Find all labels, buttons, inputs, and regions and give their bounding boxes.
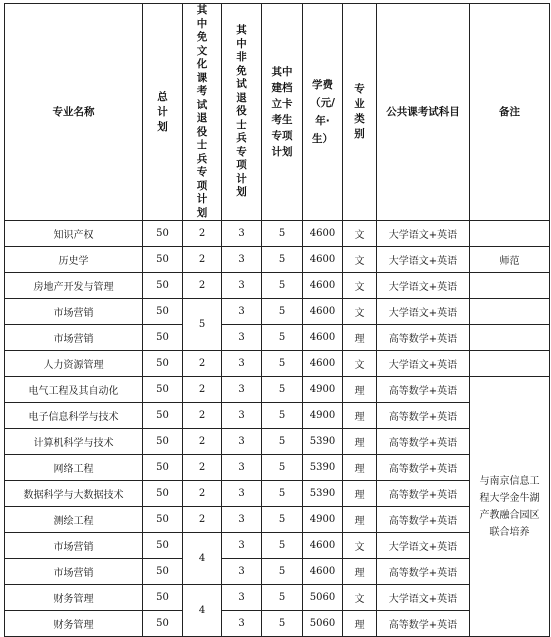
- fee-cell: 5390: [303, 429, 343, 455]
- card-cell: 5: [262, 507, 303, 533]
- card-cell: 5: [262, 351, 303, 377]
- table-row: [5, 351, 550, 377]
- total-cell: 50: [143, 377, 183, 403]
- major-cell: 市场营销: [5, 299, 143, 325]
- exempt-cell: 4: [183, 533, 222, 585]
- category-cell: 文: [343, 299, 377, 325]
- fee-cell: 4600: [303, 351, 343, 377]
- group-remark-cell: 与南京信息工程大学金牛湖产教融合园区联合培养: [470, 377, 550, 637]
- non-exempt-cell: 3: [222, 221, 262, 247]
- major-cell: 电子信息科学与技术: [5, 403, 143, 429]
- header-category: 专业类别: [343, 4, 377, 221]
- card-cell: 5: [262, 455, 303, 481]
- remark-cell: [470, 299, 550, 325]
- exempt-cell: 4: [183, 585, 222, 637]
- subjects-cell: 大学语文+英语: [377, 273, 470, 299]
- fee-cell: 4900: [303, 403, 343, 429]
- total-cell: 50: [143, 533, 183, 559]
- total-cell: 50: [143, 247, 183, 273]
- header-total: 总计划: [143, 4, 183, 221]
- category-cell: 理: [343, 455, 377, 481]
- non-exempt-cell: 3: [222, 325, 262, 351]
- card-cell: 5: [262, 377, 303, 403]
- category-cell: 文: [343, 533, 377, 559]
- total-cell: 50: [143, 481, 183, 507]
- subjects-cell: 大学语文+英语: [377, 221, 470, 247]
- fee-cell: 4600: [303, 221, 343, 247]
- table-row: [5, 585, 550, 611]
- table-row: [5, 377, 550, 403]
- non-exempt-cell: 3: [222, 299, 262, 325]
- subjects-cell: 大学语文+英语: [377, 585, 470, 611]
- card-cell: 5: [262, 299, 303, 325]
- table-row: [5, 455, 550, 481]
- exempt-cell: 2: [183, 377, 222, 403]
- exempt-cell: 2: [183, 351, 222, 377]
- major-cell: 知识产权: [5, 221, 143, 247]
- table-row: [5, 325, 550, 351]
- subjects-cell: 高等数学+英语: [377, 559, 470, 585]
- table-row: [5, 273, 550, 299]
- major-cell: 市场营销: [5, 559, 143, 585]
- card-cell: 5: [262, 221, 303, 247]
- major-cell: 历史学: [5, 247, 143, 273]
- header-non-exempt-plan: 其中非免试退役士兵专项计划: [222, 4, 262, 221]
- remark-cell: 师范: [470, 247, 550, 273]
- category-cell: 文: [343, 273, 377, 299]
- table-row: [5, 403, 550, 429]
- card-cell: 5: [262, 403, 303, 429]
- major-cell: 市场营销: [5, 325, 143, 351]
- fee-cell: 4900: [303, 507, 343, 533]
- exempt-cell: 2: [183, 221, 222, 247]
- non-exempt-cell: 3: [222, 507, 262, 533]
- category-cell: 理: [343, 377, 377, 403]
- non-exempt-cell: 3: [222, 403, 262, 429]
- exempt-cell: 2: [183, 247, 222, 273]
- table-row: [5, 299, 550, 325]
- remark-cell: [470, 351, 550, 377]
- exempt-cell: 5: [183, 299, 222, 351]
- remark-cell: [470, 221, 550, 247]
- exempt-cell: 2: [183, 403, 222, 429]
- major-cell: 财务管理: [5, 611, 143, 637]
- total-cell: 50: [143, 403, 183, 429]
- header-card-plan: 其中建档立卡考生专项计划: [262, 4, 303, 221]
- remark-cell: [470, 325, 550, 351]
- total-cell: 50: [143, 299, 183, 325]
- major-cell: 电气工程及其自动化: [5, 377, 143, 403]
- category-cell: 理: [343, 611, 377, 637]
- non-exempt-cell: 3: [222, 611, 262, 637]
- exempt-cell: 2: [183, 481, 222, 507]
- exempt-cell: 2: [183, 273, 222, 299]
- subjects-cell: 高等数学+英语: [377, 611, 470, 637]
- major-cell: 人力资源管理: [5, 351, 143, 377]
- exempt-cell: 2: [183, 429, 222, 455]
- subjects-cell: 高等数学+英语: [377, 429, 470, 455]
- non-exempt-cell: 3: [222, 377, 262, 403]
- fee-cell: 5390: [303, 455, 343, 481]
- total-cell: 50: [143, 325, 183, 351]
- table-row: [5, 481, 550, 507]
- fee-cell: 4600: [303, 533, 343, 559]
- major-cell: 市场营销: [5, 533, 143, 559]
- card-cell: 5: [262, 247, 303, 273]
- table-row: [5, 429, 550, 455]
- major-cell: 计算机科学与技术: [5, 429, 143, 455]
- subjects-cell: 大学语文+英语: [377, 351, 470, 377]
- admissions-plan-table: [4, 3, 550, 637]
- category-cell: 文: [343, 351, 377, 377]
- remark-cell: [470, 273, 550, 299]
- total-cell: 50: [143, 585, 183, 611]
- table-row: [5, 533, 550, 559]
- category-cell: 文: [343, 247, 377, 273]
- card-cell: 5: [262, 273, 303, 299]
- subjects-cell: 高等数学+英语: [377, 325, 470, 351]
- major-cell: 网络工程: [5, 455, 143, 481]
- category-cell: 理: [343, 403, 377, 429]
- non-exempt-cell: 3: [222, 481, 262, 507]
- header-row: [5, 4, 550, 221]
- exempt-cell: 2: [183, 507, 222, 533]
- category-cell: 理: [343, 481, 377, 507]
- subjects-cell: 高等数学+英语: [377, 377, 470, 403]
- fee-cell: 4600: [303, 299, 343, 325]
- card-cell: 5: [262, 559, 303, 585]
- table-row: [5, 611, 550, 637]
- major-cell: 测绘工程: [5, 507, 143, 533]
- fee-cell: 5060: [303, 585, 343, 611]
- card-cell: 5: [262, 481, 303, 507]
- header-remark: 备注: [470, 4, 550, 221]
- total-cell: 50: [143, 273, 183, 299]
- category-cell: 理: [343, 325, 377, 351]
- card-cell: 5: [262, 611, 303, 637]
- header-major: 专业名称: [5, 4, 143, 221]
- total-cell: 50: [143, 507, 183, 533]
- table-row: [5, 559, 550, 585]
- category-cell: 理: [343, 429, 377, 455]
- total-cell: 50: [143, 351, 183, 377]
- non-exempt-cell: 3: [222, 351, 262, 377]
- table-row: [5, 507, 550, 533]
- non-exempt-cell: 3: [222, 585, 262, 611]
- fee-cell: 5060: [303, 611, 343, 637]
- header-exempt-plan: 其中免文化课考试退役士兵专项计划: [183, 4, 222, 221]
- fee-cell: 5390: [303, 481, 343, 507]
- non-exempt-cell: 3: [222, 559, 262, 585]
- subjects-cell: 大学语文+英语: [377, 299, 470, 325]
- header-subjects: 公共课考试科目: [377, 4, 470, 221]
- total-cell: 50: [143, 429, 183, 455]
- fee-cell: 4600: [303, 559, 343, 585]
- table-row: [5, 247, 550, 273]
- total-cell: 50: [143, 455, 183, 481]
- category-cell: 理: [343, 507, 377, 533]
- subjects-cell: 高等数学+英语: [377, 403, 470, 429]
- category-cell: 文: [343, 221, 377, 247]
- table-row: [5, 221, 550, 247]
- category-cell: 理: [343, 559, 377, 585]
- non-exempt-cell: 3: [222, 247, 262, 273]
- subjects-cell: 高等数学+英语: [377, 455, 470, 481]
- total-cell: 50: [143, 611, 183, 637]
- card-cell: 5: [262, 325, 303, 351]
- major-cell: 房地产开发与管理: [5, 273, 143, 299]
- non-exempt-cell: 3: [222, 429, 262, 455]
- card-cell: 5: [262, 585, 303, 611]
- subjects-cell: 大学语文+英语: [377, 247, 470, 273]
- non-exempt-cell: 3: [222, 533, 262, 559]
- subjects-cell: 高等数学+英语: [377, 481, 470, 507]
- fee-cell: 4900: [303, 377, 343, 403]
- card-cell: 5: [262, 429, 303, 455]
- subjects-cell: 大学语文+英语: [377, 533, 470, 559]
- exempt-cell: 2: [183, 455, 222, 481]
- fee-cell: 4600: [303, 273, 343, 299]
- major-cell: 数据科学与大数据技术: [5, 481, 143, 507]
- non-exempt-cell: 3: [222, 455, 262, 481]
- header-fee: 学费（元/年·生）: [303, 4, 343, 221]
- card-cell: 5: [262, 533, 303, 559]
- total-cell: 50: [143, 559, 183, 585]
- major-cell: 财务管理: [5, 585, 143, 611]
- category-cell: 文: [343, 585, 377, 611]
- total-cell: 50: [143, 221, 183, 247]
- fee-cell: 4600: [303, 325, 343, 351]
- non-exempt-cell: 3: [222, 273, 262, 299]
- subjects-cell: 高等数学+英语: [377, 507, 470, 533]
- fee-cell: 4600: [303, 247, 343, 273]
